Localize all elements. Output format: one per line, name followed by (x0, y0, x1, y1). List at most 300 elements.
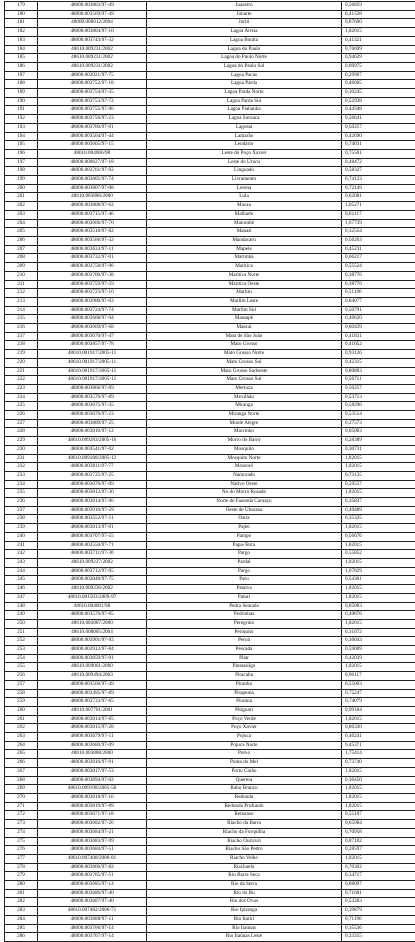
field-name-cell: Linguado (147, 167, 342, 176)
field-name-cell: Pojuca (147, 733, 342, 742)
field-name-cell: Riacho Ouricuri (147, 837, 342, 846)
field-name-cell: Pardal (147, 559, 342, 568)
factor-value-cell: 0,49489 (342, 506, 415, 515)
field-name-cell: Paturi (147, 593, 342, 602)
factor-value-cell: 0,55107 (342, 811, 415, 820)
table-row (5, 872, 415, 881)
row-number-cell: 206 (5, 236, 38, 245)
factor-value-cell: 0,66217 (342, 254, 415, 263)
field-name-cell: Lagoa Bonita (147, 36, 342, 45)
process-code-cell: 48000.000627/97-18 (38, 158, 147, 167)
process-code-cell: 48000.003576/97-85 (38, 611, 147, 620)
process-code-cell: 48000.003723/97-10 (38, 289, 147, 298)
field-name-cell: Lorena (147, 184, 342, 193)
field-name-cell: Polvo (147, 750, 342, 759)
process-code-cell: 48610.004001/98 (38, 602, 147, 611)
table-row (5, 576, 415, 585)
field-name-cell: Pescada (147, 646, 342, 655)
table-row (5, 820, 415, 829)
field-name-cell: Livramento (147, 176, 342, 185)
table-row (5, 715, 415, 724)
table-row (5, 654, 415, 663)
factor-value-cell: 1,82015 (342, 559, 415, 568)
row-number-cell: 189 (5, 89, 38, 98)
table-row (5, 332, 415, 341)
field-name-cell: Mato Grosso Norte (147, 350, 342, 359)
factor-value-cell: 0,53514 (342, 411, 415, 420)
field-name-cell: Paru (147, 576, 342, 585)
process-code-cell: 48610.008005/2004 (38, 628, 147, 637)
process-code-cell: 48610.009001/2000 (38, 663, 147, 672)
table-row (5, 933, 415, 942)
table-row (5, 193, 415, 202)
table-row (5, 759, 415, 768)
factor-value-cell: 0,41528 (342, 10, 415, 19)
row-number-cell: 204 (5, 219, 38, 228)
factor-value-cell: 1,82015 (342, 454, 415, 463)
process-code-cell: 48000.003760/97-38 (38, 271, 147, 280)
row-number-cell: 222 (5, 376, 38, 385)
factor-value-cell: 0,74031 (342, 141, 415, 150)
row-number-cell: 207 (5, 245, 38, 254)
field-name-cell: Maritica (147, 263, 342, 272)
row-number-cell: 258 (5, 689, 38, 698)
row-number-cell: 233 (5, 471, 38, 480)
row-number-cell: 260 (5, 706, 38, 715)
table-row (5, 698, 415, 707)
field-name-cell: Remanso (147, 811, 342, 820)
process-code-cell: 48610.009283/2005-16 (38, 437, 147, 446)
process-code-cell: 48000.003495/97-89 (38, 689, 147, 698)
field-name-cell: Ostra (147, 515, 342, 524)
field-name-cell: Mata de São João (147, 332, 342, 341)
table-row (5, 828, 415, 837)
process-code-cell: 48000.003809/97-25 (38, 419, 147, 428)
row-number-cell: 247 (5, 593, 38, 602)
table-row (5, 776, 415, 785)
row-number-cell: 227 (5, 419, 38, 428)
table-row (5, 672, 415, 681)
process-code-cell: 48610.009231/2002 (38, 62, 147, 71)
process-code-cell: 48000.003679/97-11 (38, 733, 147, 742)
table-row (5, 115, 415, 124)
process-code-cell: 48000.003670/97-47 (38, 332, 147, 341)
table-row (5, 724, 415, 733)
factor-value-cell: 0,50257 (342, 384, 415, 393)
factor-value-cell: 1,82015 (342, 767, 415, 776)
process-code-cell: 48000.003566/97-32 (38, 236, 147, 245)
table-row (5, 254, 415, 263)
process-code-cell: 48000.003725/97-25 (38, 471, 147, 480)
field-name-cell: Poço Verde (147, 715, 342, 724)
process-code-cell: 48000.003901/97-93 (38, 637, 147, 646)
table-row (5, 706, 415, 715)
factor-value-cell: 1,82015 (342, 524, 415, 533)
table-row (5, 184, 415, 193)
row-number-cell: 217 (5, 332, 38, 341)
row-number-cell: 202 (5, 202, 38, 211)
factor-value-cell: 0,54301 (342, 576, 415, 585)
process-code-cell: 48000.003910/97-59 (38, 506, 147, 515)
field-name-cell: Lagoa do Paulo Norte (147, 54, 342, 63)
field-name-cell: Redonda Profundo (147, 802, 342, 811)
field-name-cell: Rio da Serra (147, 881, 342, 890)
field-name-cell: Pataiva (147, 585, 342, 594)
factor-value-cell: 1,67739 (342, 219, 415, 228)
row-number-cell: 286 (5, 933, 38, 942)
table-row (5, 19, 415, 28)
row-number-cell: 265 (5, 750, 38, 759)
process-code-cell: 48000.003814/97-65 (38, 715, 147, 724)
process-code-cell: 48610.004066/98 (38, 149, 147, 158)
table-row (5, 889, 415, 898)
factor-value-cell: 0,48472 (342, 158, 415, 167)
table-row (5, 36, 415, 45)
table-row (5, 489, 415, 498)
table-row (5, 741, 415, 750)
process-code-cell: 48000.003818/97-16 (38, 793, 147, 802)
factor-value-cell: 0,56859 (342, 2, 415, 11)
row-number-cell: 185 (5, 54, 38, 63)
process-code-cell: 48610.009188/2005-12 (38, 454, 147, 463)
field-name-cell: Juazeiro (147, 2, 342, 11)
factor-value-cell: 0,58327 (342, 167, 415, 176)
field-name-cell: Papa-Terra (147, 541, 342, 550)
factor-value-cell: 1,75414 (342, 750, 415, 759)
table-row (5, 846, 415, 855)
factor-value-cell: 1,05271 (342, 202, 415, 211)
table-row (5, 28, 415, 37)
table-row (5, 71, 415, 80)
table-row (5, 324, 415, 333)
process-code-cell: 48000.003860/97-82 (38, 863, 147, 872)
field-name-cell: Miranga (147, 402, 342, 411)
row-number-cell: 232 (5, 463, 38, 472)
table-row (5, 628, 415, 637)
factor-value-cell: 0,36450 (342, 776, 415, 785)
table-row (5, 541, 415, 550)
row-number-cell: 275 (5, 837, 38, 846)
field-name-cell: Lagoa Suruaca (147, 115, 342, 124)
factor-value-cell: 1,82015 (342, 541, 415, 550)
process-code-cell: 48610.009198/2005-58 (38, 785, 147, 794)
factor-value-cell: 0,55852 (342, 550, 415, 559)
field-name-cell: Malhado (147, 210, 342, 219)
field-name-cell: Pintassilgo (147, 663, 342, 672)
field-name-cell: Pirapema (147, 689, 342, 698)
process-code-cell: 48610.009227/2002 (38, 559, 147, 568)
table-row (5, 437, 415, 446)
process-code-cell: 48000.003766/97-14 (38, 924, 147, 933)
factor-value-cell: 0,28389 (342, 437, 415, 446)
table-row (5, 236, 415, 245)
factor-value-cell: 0,85083 (342, 602, 415, 611)
row-number-cell: 238 (5, 515, 38, 524)
process-code-cell: 48000.003684/97-21 (38, 828, 147, 837)
field-name-cell: Mato Grosso Sul (147, 358, 342, 367)
process-code-cell: 48000.003675/97-35 (38, 402, 147, 411)
process-code-cell: 48000.003715/97-46 (38, 210, 147, 219)
factor-value-cell: 0,32554 (342, 228, 415, 237)
factor-value-cell: 0,53283 (342, 898, 415, 907)
table-row (5, 881, 415, 890)
process-code-cell: 48000.003811/97-77 (38, 463, 147, 472)
row-number-cell: 235 (5, 489, 38, 498)
row-number-cell: 179 (5, 2, 38, 11)
factor-value-cell: 0,80803 (342, 367, 415, 376)
row-number-cell: 236 (5, 498, 38, 507)
factor-value-cell: 0,62081 (342, 193, 415, 202)
table-row (5, 837, 415, 846)
process-code-cell: 48000.003712/97-95 (38, 567, 147, 576)
field-name-cell: Porto Carão (147, 767, 342, 776)
field-name-cell: Manati (147, 228, 342, 237)
process-code-cell: 48000.003685/97-14 (38, 881, 147, 890)
field-name-cell: Marlim Sul (147, 306, 342, 315)
table-row (5, 393, 415, 402)
factor-value-cell: 0,74123 (342, 176, 415, 185)
process-code-cell: 48610.007482/2006-71 (38, 907, 147, 916)
factor-value-cell: 0,88097 (342, 881, 415, 890)
process-code-cell: 48000.003819/97-89 (38, 802, 147, 811)
process-code-cell: 48610.009494/2003 (38, 672, 147, 681)
row-number-cell: 197 (5, 158, 38, 167)
table-row (5, 463, 415, 472)
factor-value-cell: 0,96117 (342, 672, 415, 681)
process-code-cell: 48000.003755/97-96 (38, 106, 147, 115)
field-name-cell: Lagoa do Paulo (147, 45, 342, 54)
row-number-cell: 218 (5, 341, 38, 350)
factor-value-cell: 0,36043 (342, 637, 415, 646)
process-code-cell: 48000.003518/97-82 (38, 228, 147, 237)
factor-value-cell: 0,27573 (342, 419, 415, 428)
row-number-cell: 259 (5, 698, 38, 707)
process-code-cell: 48000.003666/97-70 (38, 219, 147, 228)
field-name-cell: Piraúna (147, 698, 342, 707)
factor-value-cell: 0,42690 (342, 132, 415, 141)
factor-value-cell: 0,73740 (342, 759, 415, 768)
field-name-cell: Lagoa Arreia (147, 28, 342, 37)
table-row (5, 350, 415, 359)
row-number-cell: 225 (5, 402, 38, 411)
field-name-cell: No do Morro Rosado (147, 489, 342, 498)
field-name-cell: Lendário (147, 141, 342, 150)
factor-value-cell: 0,73135 (342, 471, 415, 480)
process-code-cell: 48000.003760/97-01 (38, 123, 147, 132)
field-name-cell: Mossoró (147, 463, 342, 472)
row-number-cell: 253 (5, 646, 38, 655)
process-code-cell: 48000.003767/97-14 (38, 933, 147, 942)
factor-value-cell: 1,82015 (342, 663, 415, 672)
field-name-cell: Redonda (147, 793, 342, 802)
field-name-cell: Piranhu (147, 680, 342, 689)
factor-value-cell: 0,41052 (342, 341, 415, 350)
row-number-cell: 231 (5, 454, 38, 463)
row-number-cell: 211 (5, 280, 38, 289)
field-name-cell: Lagoa Parda Sul (147, 97, 342, 106)
field-name-cell: Massapê (147, 315, 342, 324)
row-number-cell: 285 (5, 924, 38, 933)
table-row (5, 907, 415, 916)
factor-value-cell: 0,56641 (342, 115, 415, 124)
field-name-cell: Querera (147, 776, 342, 785)
row-number-cell: 215 (5, 315, 38, 324)
factor-value-cell: 0,52938 (342, 97, 415, 106)
field-name-cell: Riacho Velho (147, 854, 342, 863)
field-name-cell: Poço Xavier (147, 724, 342, 733)
table-row (5, 132, 415, 141)
row-number-cell: 243 (5, 559, 38, 568)
table-row (5, 854, 415, 863)
factor-value-cell: 0,35325 (342, 515, 415, 524)
factor-value-cell: 0,69975 (342, 62, 415, 71)
factor-value-cell: 0,65984 (342, 820, 415, 829)
factor-value-cell: 0,33355 (342, 933, 415, 942)
row-number-cell: 280 (5, 881, 38, 890)
factor-value-cell: 0,76699 (342, 45, 415, 54)
row-number-cell: 283 (5, 907, 38, 916)
row-number-cell: 282 (5, 898, 38, 907)
row-number-cell: 254 (5, 654, 38, 663)
row-number-cell: 234 (5, 480, 38, 489)
factor-value-cell: 0,45371 (342, 741, 415, 750)
row-number-cell: 183 (5, 36, 38, 45)
table-row (5, 219, 415, 228)
process-code-cell: 48000.003687/97-40 (38, 898, 147, 907)
table-row (5, 428, 415, 437)
process-code-cell: 48000.003732/97-01 (38, 254, 147, 263)
row-number-cell: 191 (5, 106, 38, 115)
table-row (5, 245, 415, 254)
factor-value-cell: 0,59009 (342, 646, 415, 655)
table-row (5, 106, 415, 115)
table-row (5, 402, 415, 411)
factor-value-cell: 0,59557 (342, 480, 415, 489)
field-name-cell: Pitiguari (147, 706, 342, 715)
factor-value-cell: 0,86330 (342, 724, 415, 733)
row-number-cell: 269 (5, 785, 38, 794)
field-name-cell: Piracaba (147, 672, 342, 681)
field-name-cell: Lagoa Parda Norte (147, 89, 342, 98)
process-code-cell: 48000.003569/97-49 (38, 10, 147, 19)
process-code-cell: 48000.003576/97-89 (38, 393, 147, 402)
table-row (5, 297, 415, 306)
table-row (5, 471, 415, 480)
factor-value-cell: 0,99184 (342, 706, 415, 715)
process-code-cell: 48000.003866/97-69 (38, 384, 147, 393)
field-name-cell: Lagoa do Paulo Sul (147, 62, 342, 71)
factor-value-cell: 0,41321 (342, 36, 415, 45)
table-row (5, 228, 415, 237)
factor-value-cell: 0,30731 (342, 445, 415, 454)
field-name-cell: Rio dos Ovos (147, 898, 342, 907)
table-row (5, 271, 415, 280)
table-row (5, 611, 415, 620)
field-name-cell: Pojuca Norte (147, 741, 342, 750)
table-row (5, 524, 415, 533)
table-row (5, 149, 415, 158)
row-number-cell: 252 (5, 637, 38, 646)
table-row (5, 315, 415, 324)
table-row (5, 419, 415, 428)
table-row (5, 454, 415, 463)
field-name-cell: Namorado (147, 471, 342, 480)
field-name-cell: Mexilhão (147, 393, 342, 402)
row-number-cell: 200 (5, 184, 38, 193)
process-code-cell: 48000.003814/97-96 (38, 498, 147, 507)
row-number-cell: 224 (5, 393, 38, 402)
row-number-cell: 273 (5, 820, 38, 829)
factor-value-cell: 0,35837 (342, 498, 415, 507)
field-name-cell: Mato Grosso Sul (147, 376, 342, 385)
process-code-cell: 48000.003688/97-11 (38, 915, 147, 924)
factor-value-cell: 0,56676 (342, 532, 415, 541)
row-number-cell: 214 (5, 306, 38, 315)
table-row (5, 585, 415, 594)
row-number-cell: 184 (5, 45, 38, 54)
row-number-cell: 201 (5, 193, 38, 202)
row-number-cell: 267 (5, 767, 38, 776)
row-number-cell: 182 (5, 28, 38, 37)
factor-value-cell: 0,56263 (342, 236, 415, 245)
process-code-cell: 48000.003668/97-94 (38, 315, 147, 324)
fields-table (4, 1, 415, 942)
table-row (5, 559, 415, 568)
field-name-cell: Rio Ipiranga (147, 907, 342, 916)
process-code-cell: 48000.003680/97-09 (38, 741, 147, 750)
factor-value-cell: 0,35536 (342, 924, 415, 933)
table-row (5, 733, 415, 742)
process-code-cell: 48000.003810/97-12 (38, 428, 147, 437)
table-row (5, 280, 415, 289)
process-code-cell: 48000.003805/97-74 (38, 176, 147, 185)
table-row (5, 767, 415, 776)
factor-value-cell: 0,46065 (342, 80, 415, 89)
field-name-cell: Oeste de Ubarana (147, 506, 342, 515)
process-code-cell: 48000.003816/97-91 (38, 759, 147, 768)
field-name-cell: Mosquito (147, 445, 342, 454)
factor-value-cell: 0,72149 (342, 184, 415, 193)
process-code-cell: 48000.003711/97-30 (38, 550, 147, 559)
row-number-cell: 239 (5, 524, 38, 533)
factor-value-cell: 0,71681 (342, 889, 415, 898)
table-row (5, 550, 415, 559)
factor-value-cell: 0,55524 (342, 263, 415, 272)
process-code-cell: 48610.007408/2006-81 (38, 854, 147, 863)
process-code-cell: 48000.003707/97-55 (38, 532, 147, 541)
row-number-cell: 203 (5, 210, 38, 219)
row-number-cell: 210 (5, 271, 38, 280)
field-name-cell: Peroá (147, 637, 342, 646)
table-row (5, 498, 415, 507)
table-row (5, 785, 415, 794)
field-name-cell: Morrinho (147, 428, 342, 437)
field-name-cell: Marlim Leste (147, 297, 342, 306)
field-name-cell: Pargo (147, 567, 342, 576)
field-name-cell: Mato Grosso Sudoeste (147, 367, 342, 376)
process-code-cell: 48000.003683/97-99 (38, 837, 147, 846)
field-name-cell: Mapele (147, 245, 342, 254)
process-code-cell: 48610.003887/2000 (38, 619, 147, 628)
row-number-cell: 264 (5, 741, 38, 750)
process-code-cell: 48000.003743/97-32 (38, 36, 147, 45)
row-number-cell: 188 (5, 80, 38, 89)
process-code-cell: 48610.001917/2005-11 (38, 367, 147, 376)
row-number-cell: 241 (5, 541, 38, 550)
field-name-cell: Monte Alegre (147, 419, 342, 428)
factor-value-cell: 1,82015 (342, 793, 415, 802)
field-name-cell: Mato Grosso (147, 341, 342, 350)
